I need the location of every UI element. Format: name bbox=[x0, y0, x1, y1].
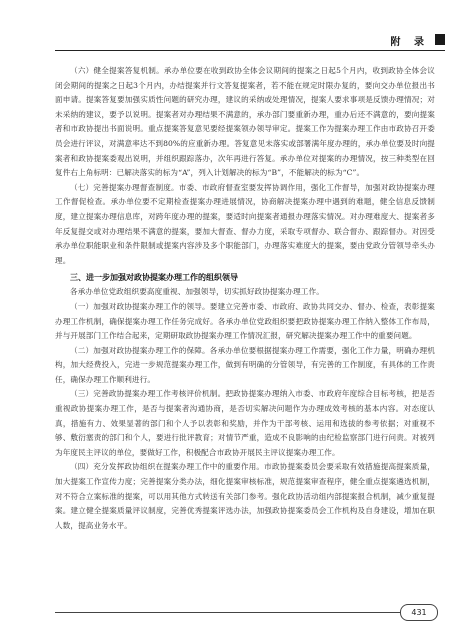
page-number: 431 bbox=[400, 604, 438, 621]
paragraph-cppcc-role: （四）充分发挥政协组织在提案办理工作中的重要作用。市政协提案委员会要采取有效措施提高提案质量，加大提案工作宣传力度；完善提案分类办法，细化提案审核标准，规范提案审查程序，健全重点提案遴选机制，对不符合立案标准的提案，可以用其他方式转送有关部门参考。强化政协活动组内部提案报合机制，减少重复提案。建立健全提案质量评议制度，完善优秀提案评选办法，加强政协提案委员会工作机构及自身建设，增加在职人数，提高业务水平。 bbox=[55, 462, 435, 530]
paragraph-guarantee: （二）加强对政协提案办理工作的保障。各承办单位要根据提案办理工作需要，强化工作力量，明确办理机构，加大经费投入，完进一步规范提案办理工作，做到有明确的分管领导，有完善的工作制度，有具体的工作责任，确保办理工作顺利进行。 bbox=[55, 345, 435, 384]
paragraph-leadership: （一）加强对政协提案办理工作的领导。要建立完善市委、市政府、政协共同交办、督办、检查，表彰提案办理工作机制，确保提案办理工作任务完成好。各承办单位党政组织要把政协提案办理工作纳入整体工作布局，并与开展部门工作结合起来，定期研取政协提案办理工作情况汇报，研究解决提案办理工作中的重要问题。 bbox=[55, 301, 435, 341]
section-heading: 三、进一步加强对政协提案办理工作的组织领导 bbox=[70, 273, 238, 283]
section-title: 附 录 bbox=[390, 37, 429, 48]
paragraph-answer-mechanism: （六）健全提案答复机制。承办单位要在收到政协全体会议期间的提案之日起5个月内，收到政协全体会议闭会期间的提案之日起3个月内，办结提案并行文答复提案者，若不能在规定时限办复的，要向交办单位报出书面申请。提案答复要加强实质性问题的研究办理，建议的采纳或处理情况，提案人要求事项是反馈办理情况；对未采纳的建议，要予以说明。提案者对办理结果不满意的，承办部门要重新办理，重办后还不满意的，要向提案者和市政协提出书面说明。重点提案答复意见要经提案领办领导审定。提案工作为提案办理工作由市政协召开委员会进行评议，对满意率达不到80%的应重新办理。答复意见未落实或部署满年度办理的，承办单位要及时向提案者和政协提案委观出说明，并组织跟踪落办，次年再进行答复。承办单位对提案的办理情况，按三种类型在回复件右上角标明：已解决落实的标为“A”，列入计划解决的标为“B”，不能解决的标为“C”。 bbox=[55, 66, 435, 178]
paragraph-evaluation: （三）完善政协提案办理工作考核评价机制。把政协提案办理纳入市委、市政府年度综合目标考核，把是否重视政协提案办理工作，是否与提案者沟通协商，是否切实解决问题作为办理成效考核的基本内容。对态度认真，措施有力、效果显著的部门和个人予以表彰和奖励，并作为干部考核、运用和选拔的参考依据；对重视不够、敷衍塞责的部门和个人，要进行批评教育；对情节严重，造成不良影响的由纪检监察部门进行问责。对被列为年度民主评议的单位，要做好工作，积极配合市政协开展民主评议提案办理工作。 bbox=[55, 389, 435, 457]
footer-divider bbox=[55, 612, 400, 613]
header-divider bbox=[55, 50, 445, 51]
paragraph-supervision: （七）完善提案办理督查制度。市委、市政府督查室要发挥协调作用，强化工作督导，加强对政协提案办理工作督促检查。承办单位要不定期检查提案办理进展情况，协商解决提案办理中遇到的难题，健全信息反馈制度，建立提案办理信息库，对跨年度办理的提案，要适时向提案者通报办理落实情况。对办理难度大、提案者多年反复提交或对办理结果不满意的提案，要加大督查、督办力度，采取专项督办、联合督办、跟踪督办。对因受承办单位职能职业和条件限制或提案内容涉及多个职能部门，办理落实难度大的提案，要由党政分管领导牵头办理。 bbox=[55, 182, 435, 265]
page-body bbox=[55, 64, 435, 533]
paragraph-intro: 各承办单位党政组织要高度重视、加强领导，切实抓好政协提案办理工作。 bbox=[70, 287, 324, 297]
header-block-marker bbox=[435, 34, 445, 45]
